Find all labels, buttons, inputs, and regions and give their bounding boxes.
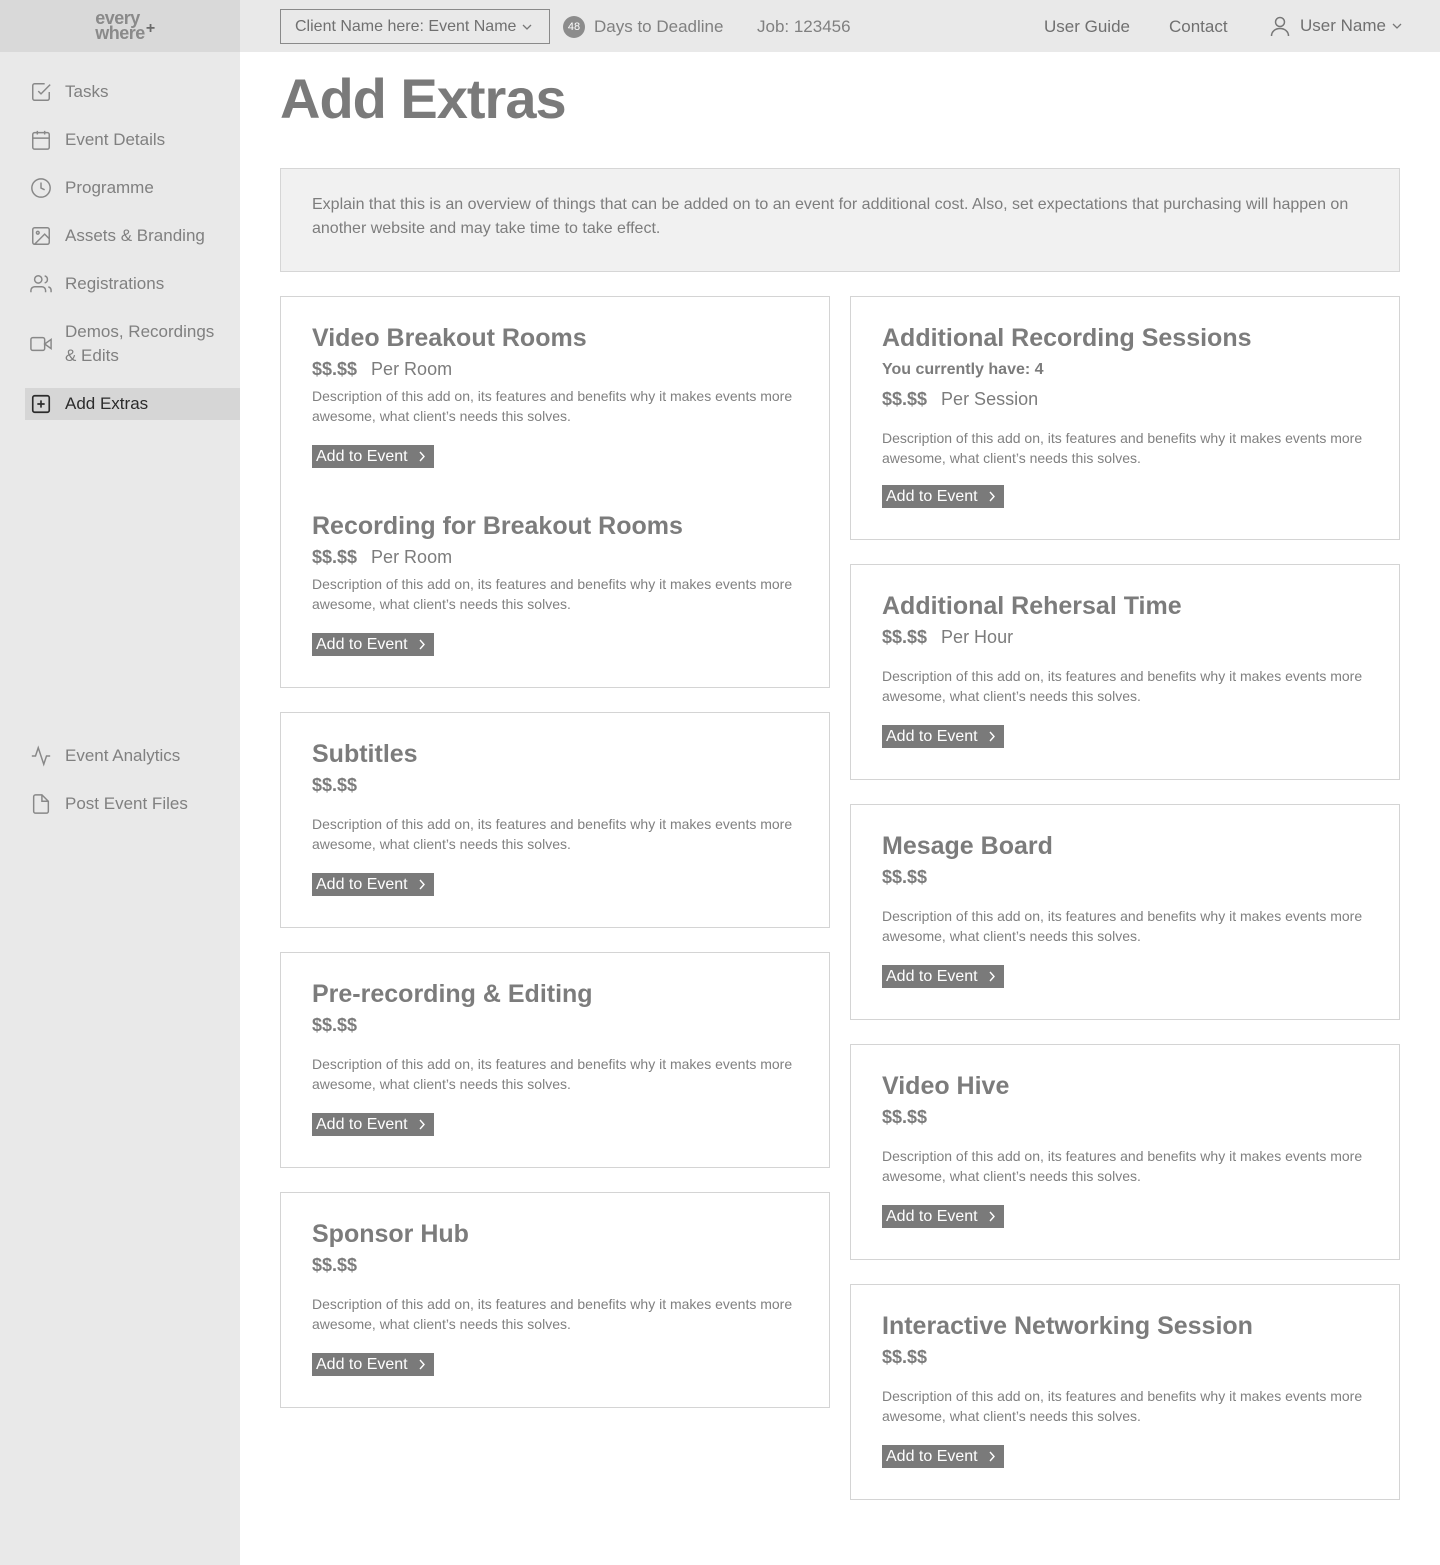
sidebar-item-label: Tasks <box>65 82 109 101</box>
add-to-event-button[interactable] <box>882 1445 1004 1468</box>
sidebar-item-label: Post Event Files <box>65 794 188 813</box>
extra-item <box>312 323 812 426</box>
extra-description: Description of this add on, its features and benefits why it makes events more awesome, what client’s needs this solves. <box>882 1148 1363 1184</box>
add-to-event-button[interactable] <box>882 1205 1004 1228</box>
chevron-right-icon <box>418 1359 426 1370</box>
price-amount: $$.$$ <box>882 389 928 409</box>
extra-title: Video Breakout Rooms <box>312 324 587 352</box>
logo-line2: where <box>95 23 145 43</box>
extra-description: Description of this add on, its features and benefits why it makes events more awesome, what client’s needs this solves. <box>312 1056 793 1092</box>
logo-line1: every <box>95 8 140 28</box>
image-icon <box>30 225 52 247</box>
users-icon <box>30 273 52 295</box>
chevron-down-icon <box>522 22 532 32</box>
sidebar-item-label: Event Details <box>65 130 166 149</box>
event-select-value: Client Name here: Event Name <box>295 17 517 35</box>
sidebar-item-label: Demos, Recordings <box>65 322 215 341</box>
extra-title: Pre-recording & Editing <box>312 980 593 1008</box>
sidebar-item-programme[interactable] <box>25 176 240 200</box>
add-to-event-button[interactable] <box>882 965 1004 988</box>
extra-title: Additional Recording Sessions <box>882 324 1252 352</box>
user-name: User Name <box>1300 16 1386 35</box>
intro-panel <box>280 168 1400 272</box>
price-amount: $$.$$ <box>882 867 928 887</box>
button-label: Add to Event <box>886 1207 978 1225</box>
price-amount: $$.$$ <box>312 1015 358 1035</box>
extra-price <box>882 627 1382 648</box>
price-amount: $$.$$ <box>882 627 928 647</box>
button-label: Add to Event <box>316 447 408 465</box>
extra-item <box>312 1219 812 1334</box>
price-amount: $$.$$ <box>882 1347 928 1367</box>
button-label: Add to Event <box>316 635 408 653</box>
calendar-icon <box>30 129 52 151</box>
sidebar-item-add-extras[interactable] <box>25 388 240 420</box>
price-unit: Per Room <box>371 359 453 379</box>
button-label: Add to Event <box>886 487 978 505</box>
extra-card <box>850 564 1400 780</box>
button-label: Add to Event <box>316 1115 408 1133</box>
extra-card <box>280 952 830 1168</box>
chevron-right-icon <box>418 1119 426 1130</box>
button-label: Add to Event <box>886 727 978 745</box>
job-number: Job: 123456 <box>757 17 851 36</box>
extra-item <box>312 739 812 854</box>
price-amount: $$.$$ <box>882 1107 928 1127</box>
extra-card <box>850 1284 1400 1500</box>
sidebar-item-demos-recordings[interactable] <box>25 320 240 368</box>
top-bar <box>240 0 1440 52</box>
button-label: Add to Event <box>886 1447 978 1465</box>
sidebar-item-label: Programme <box>65 178 154 197</box>
extra-title: Video Hive <box>882 1072 1010 1100</box>
user-guide-link[interactable]: User Guide <box>1044 17 1130 36</box>
price-amount: $$.$$ <box>312 547 358 567</box>
price-unit: Per Session <box>941 389 1039 409</box>
extra-price <box>312 775 812 796</box>
sidebar-item-registrations[interactable] <box>25 272 240 296</box>
price-amount: $$.$$ <box>312 1255 358 1275</box>
sidebar-item-label: Add Extras <box>65 394 149 413</box>
chevron-right-icon <box>988 1211 996 1222</box>
event-select[interactable] <box>280 9 550 44</box>
add-to-event-button[interactable] <box>882 485 1004 508</box>
chevron-right-icon <box>418 639 426 650</box>
extra-price <box>312 547 812 568</box>
extra-price <box>882 1107 1382 1128</box>
clock-icon <box>30 177 52 199</box>
plus-square-icon <box>30 393 52 415</box>
user-icon <box>1268 14 1292 38</box>
extra-item <box>882 1311 1382 1426</box>
extra-description: Description of this add on, its features and benefits why it makes events more awesome, what client’s needs this solves. <box>882 908 1363 944</box>
add-to-event-button[interactable] <box>312 445 434 468</box>
chevron-down-icon <box>1392 21 1402 31</box>
extra-item <box>882 591 1382 706</box>
logo-mark: + <box>145 20 155 37</box>
extra-description: Description of this add on, its features and benefits why it makes events more awesome, what client’s needs this solves. <box>312 1296 793 1332</box>
activity-icon <box>30 745 52 767</box>
chevron-right-icon <box>418 451 426 462</box>
sidebar-item-event-details[interactable] <box>25 128 240 152</box>
extra-card <box>280 712 830 928</box>
add-to-event-button[interactable] <box>882 725 1004 748</box>
price-amount: $$.$$ <box>312 359 358 379</box>
extra-card <box>280 296 830 688</box>
extra-item <box>882 831 1382 946</box>
sidebar-item-label: Event Analytics <box>65 746 181 765</box>
file-icon <box>30 793 52 815</box>
extra-item <box>312 511 812 614</box>
add-to-event-button[interactable] <box>312 873 434 896</box>
extra-description: Description of this add on, its features and benefits why it makes events more awesome, what client’s needs this solves. <box>312 388 793 424</box>
extra-price <box>882 1347 1382 1368</box>
intro-text: Explain that this is an overview of things that can be added on to an event for additional cost. Also, set expectations that purchasing will happen on another website and may take time to take effect. <box>312 196 1349 237</box>
add-to-event-button[interactable] <box>312 1113 434 1136</box>
extra-title: Recording for Breakout Rooms <box>312 512 683 540</box>
sidebar-item-label: Assets & Branding <box>65 226 205 245</box>
extra-description: Description of this add on, its features and benefits why it makes events more awesome, what client’s needs this solves. <box>312 576 793 612</box>
extra-description: Description of this add on, its features and benefits why it makes events more awesome, what client’s needs this solves. <box>312 816 793 852</box>
video-camera-icon <box>30 333 52 355</box>
extra-price <box>312 1255 812 1276</box>
extra-card <box>850 296 1400 540</box>
extra-description: Description of this add on, its features and benefits why it makes events more awesome, what client’s needs this solves. <box>882 668 1363 704</box>
logo[interactable] <box>95 8 155 43</box>
sidebar-item-label-line2: & Edits <box>65 346 119 365</box>
checkbox-icon <box>30 81 52 103</box>
deadline-count-badge: 48 <box>563 16 585 38</box>
extra-title: Mesage Board <box>882 832 1053 860</box>
user-menu[interactable] <box>1268 14 1402 38</box>
extra-item <box>882 323 1382 468</box>
chevron-right-icon <box>988 971 996 982</box>
current-count: You currently have: 4 <box>882 361 1044 378</box>
price-amount: $$.$$ <box>312 775 358 795</box>
sidebar-item-label: Registrations <box>65 274 165 293</box>
extra-card <box>850 1044 1400 1260</box>
page-title: Add Extras <box>280 67 566 130</box>
add-to-event-button[interactable] <box>312 633 434 656</box>
extra-card <box>850 804 1400 1020</box>
extra-price <box>312 1015 812 1036</box>
price-unit: Per Room <box>371 547 453 567</box>
extra-price <box>312 359 812 380</box>
deadline-label: Days to Deadline <box>594 17 724 36</box>
extra-title: Interactive Networking Session <box>882 1312 1253 1340</box>
extra-title: Additional Rehersal Time <box>882 592 1182 620</box>
extra-title: Sponsor Hub <box>312 1220 469 1248</box>
sidebar-item-post-event-files[interactable] <box>25 792 240 816</box>
sidebar-item-tasks[interactable] <box>25 80 240 104</box>
chevron-right-icon <box>988 1451 996 1462</box>
price-unit: Per Hour <box>941 627 1014 647</box>
extra-description: Description of this add on, its features and benefits why it makes events more awesome, what client’s needs this solves. <box>882 430 1363 466</box>
extra-price <box>882 867 1382 888</box>
button-label: Add to Event <box>316 1355 408 1373</box>
sidebar-item-assets-branding[interactable] <box>25 224 240 248</box>
extra-description: Description of this add on, its features and benefits why it makes events more awesome, what client’s needs this solves. <box>882 1388 1363 1424</box>
chevron-right-icon <box>988 731 996 742</box>
extra-item <box>882 1071 1382 1186</box>
sidebar-item-event-analytics[interactable] <box>25 744 240 768</box>
chevron-right-icon <box>418 879 426 890</box>
add-to-event-button[interactable] <box>312 1353 434 1376</box>
extra-title: Subtitles <box>312 740 418 768</box>
logo-area <box>0 0 240 52</box>
contact-link[interactable]: Contact <box>1169 17 1228 36</box>
chevron-right-icon <box>988 491 996 502</box>
extra-price <box>882 389 1382 410</box>
extra-item <box>312 979 812 1094</box>
extra-card <box>280 1192 830 1408</box>
button-label: Add to Event <box>316 875 408 893</box>
sidebar <box>0 0 240 1565</box>
button-label: Add to Event <box>886 967 978 985</box>
